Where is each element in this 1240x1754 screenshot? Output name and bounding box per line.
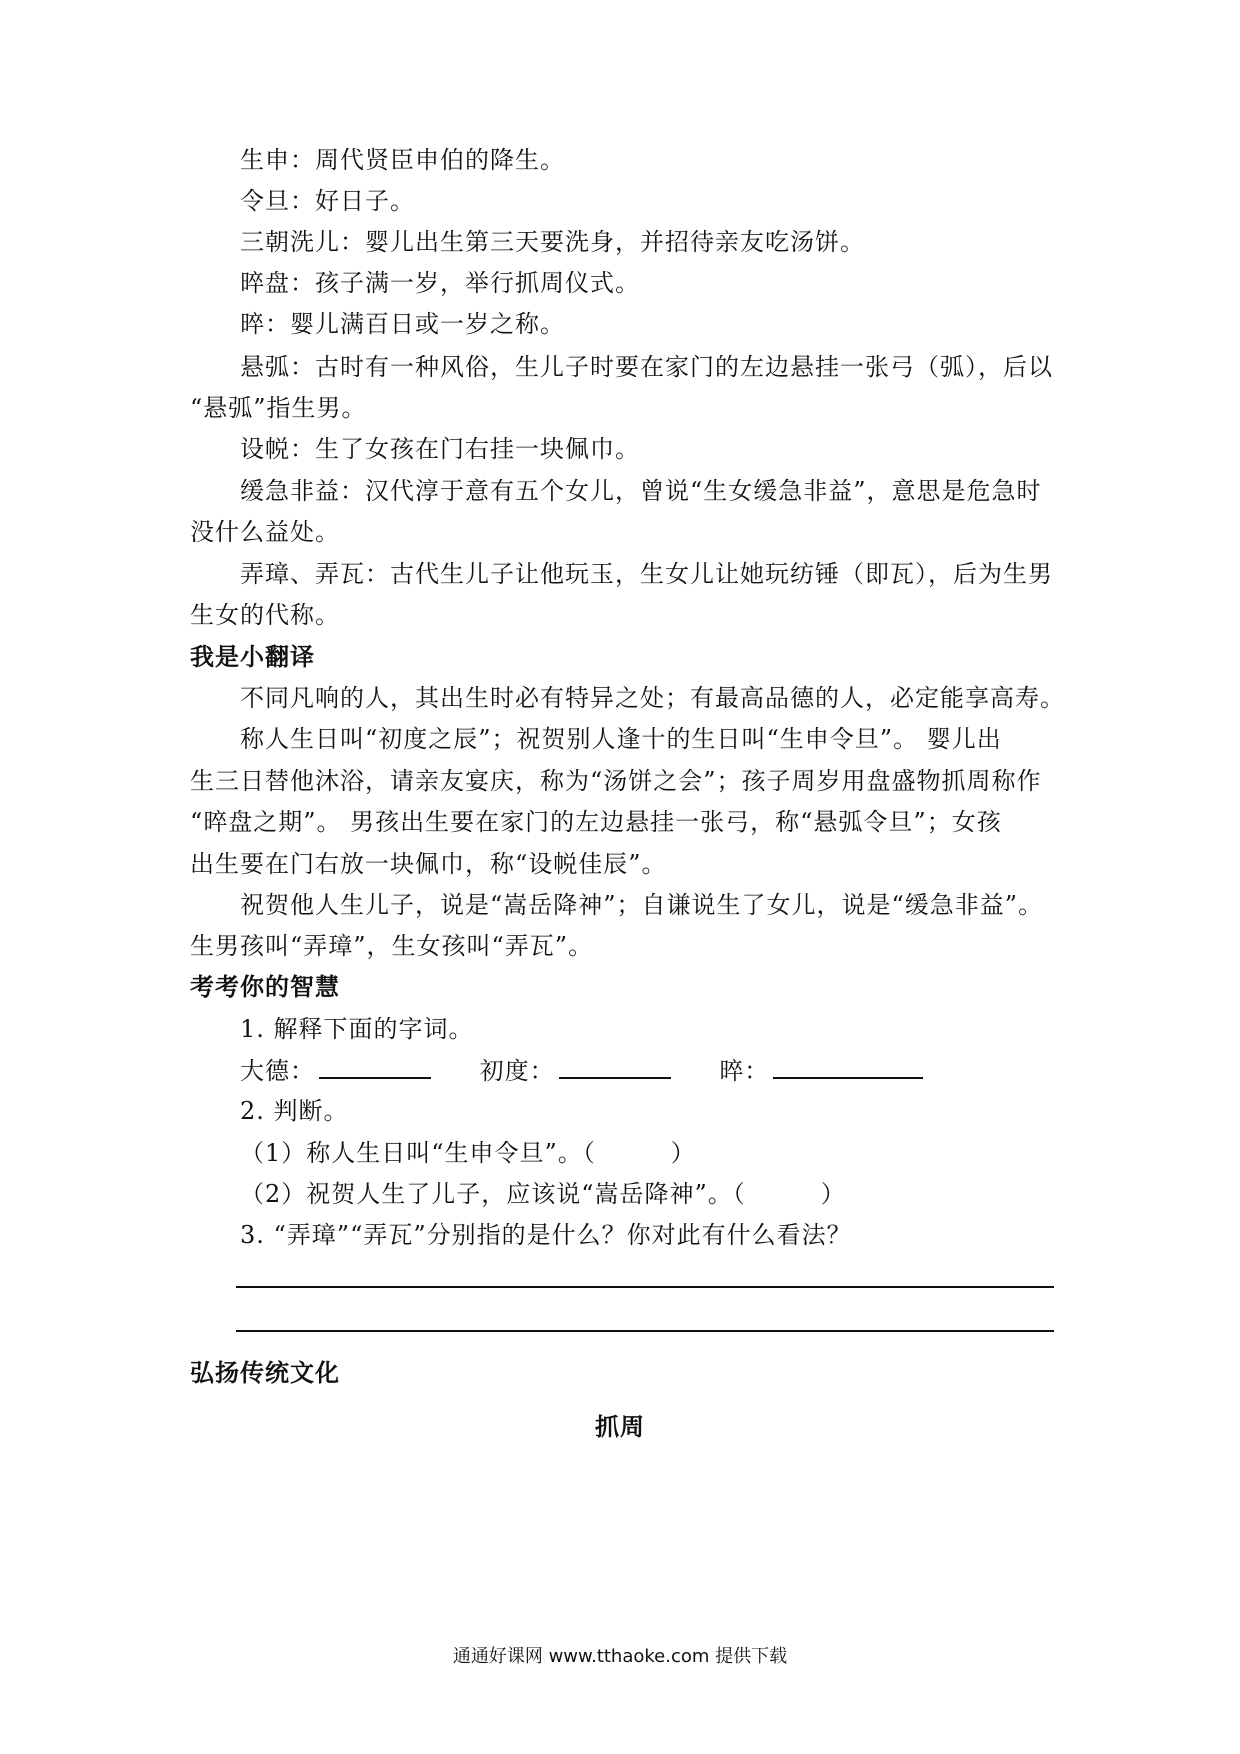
glossary-line: 悬弧：古时有一种风俗，生儿子时要在家门的左边悬挂一张弓（弧），后以 xyxy=(240,353,1053,381)
quiz-question-2: 2. 判断。 xyxy=(240,1097,349,1125)
answer-blank[interactable] xyxy=(559,1053,671,1079)
judgement-item: （1）称人生日叫“生申令旦”。（ ） xyxy=(240,1139,696,1167)
glossary-line: “悬弧”指生男。 xyxy=(190,394,367,422)
translate-line: 祝贺他人生儿子，说是“嵩岳降神”；自谦说生了女儿，说是“缓急非益”。 xyxy=(240,891,1044,919)
term-label: 晬： xyxy=(719,1057,770,1085)
section-heading-translate: 我是小翻译 xyxy=(190,643,315,671)
answer-blank[interactable] xyxy=(319,1053,431,1079)
term-label: 大德： xyxy=(240,1057,315,1085)
glossary-line: 缓急非益：汉代淳于意有五个女儿，曾说“生女缓急非益”，意思是危急时 xyxy=(240,477,1042,505)
glossary-line: 晬盘：孩子满一岁，举行抓周仪式。 xyxy=(240,269,640,297)
glossary-line: 没什么益处。 xyxy=(190,518,340,546)
glossary-line: 设帨：生了女孩在门右挂一块佩巾。 xyxy=(240,435,640,463)
translate-line: “晬盘之期”。 男孩出生要在家门的左边悬挂一张弓，称“悬弧令旦”；女孩 xyxy=(190,808,1002,836)
term-label: 初度： xyxy=(479,1057,555,1085)
translate-line: 生男孩叫“弄璋”，生女孩叫“弄瓦”。 xyxy=(190,932,594,960)
judgement-item: （2）祝贺人生了儿子，应该说“嵩岳降神”。（ ） xyxy=(240,1180,846,1208)
glossary-line: 晬：婴儿满百日或一岁之称。 xyxy=(240,310,565,338)
quiz-question-3: 3. “弄璋”“弄瓦”分别指的是什么？你对此有什么看法？ xyxy=(240,1221,852,1249)
article-title: 抓周 xyxy=(595,1413,645,1441)
answer-line[interactable] xyxy=(236,1330,1054,1332)
glossary-line: 令旦：好日子。 xyxy=(240,187,415,215)
glossary-line: 生女的代称。 xyxy=(190,601,340,629)
glossary-line: 三朝洗儿：婴儿出生第三天要洗身，并招待亲友吃汤饼。 xyxy=(240,228,865,256)
quiz-terms-row xyxy=(240,1053,1060,1088)
footer-credit: 通通好课网 www.tthaoke.com 提供下载 xyxy=(452,1646,788,1667)
translate-line: 不同凡响的人，其出生时必有特异之处；有最高品德的人，必定能享高寿。 xyxy=(240,684,1065,712)
answer-line[interactable] xyxy=(236,1286,1054,1288)
translate-line: 出生要在门右放一块佩巾，称“设帨佳辰”。 xyxy=(190,850,667,878)
section-heading-culture: 弘扬传统文化 xyxy=(190,1359,340,1387)
answer-blank[interactable] xyxy=(773,1053,923,1079)
section-heading-quiz: 考考你的智慧 xyxy=(190,973,340,1001)
glossary-line: 弄璋、弄瓦：古代生儿子让他玩玉，生女儿让她玩纺锤（即瓦），后为生男 xyxy=(240,560,1053,588)
glossary-line: 生申：周代贤臣申伯的降生。 xyxy=(240,146,565,174)
quiz-question-1: 1. 解释下面的字词。 xyxy=(240,1015,474,1043)
translate-line: 称人生日叫“初度之辰”；祝贺别人逢十的生日叫“生申令旦”。 婴儿出 xyxy=(240,725,1002,753)
translate-line: 生三日替他沐浴，请亲友宴庆，称为“汤饼之会”；孩子周岁用盘盛物抓周称作 xyxy=(190,767,1042,795)
